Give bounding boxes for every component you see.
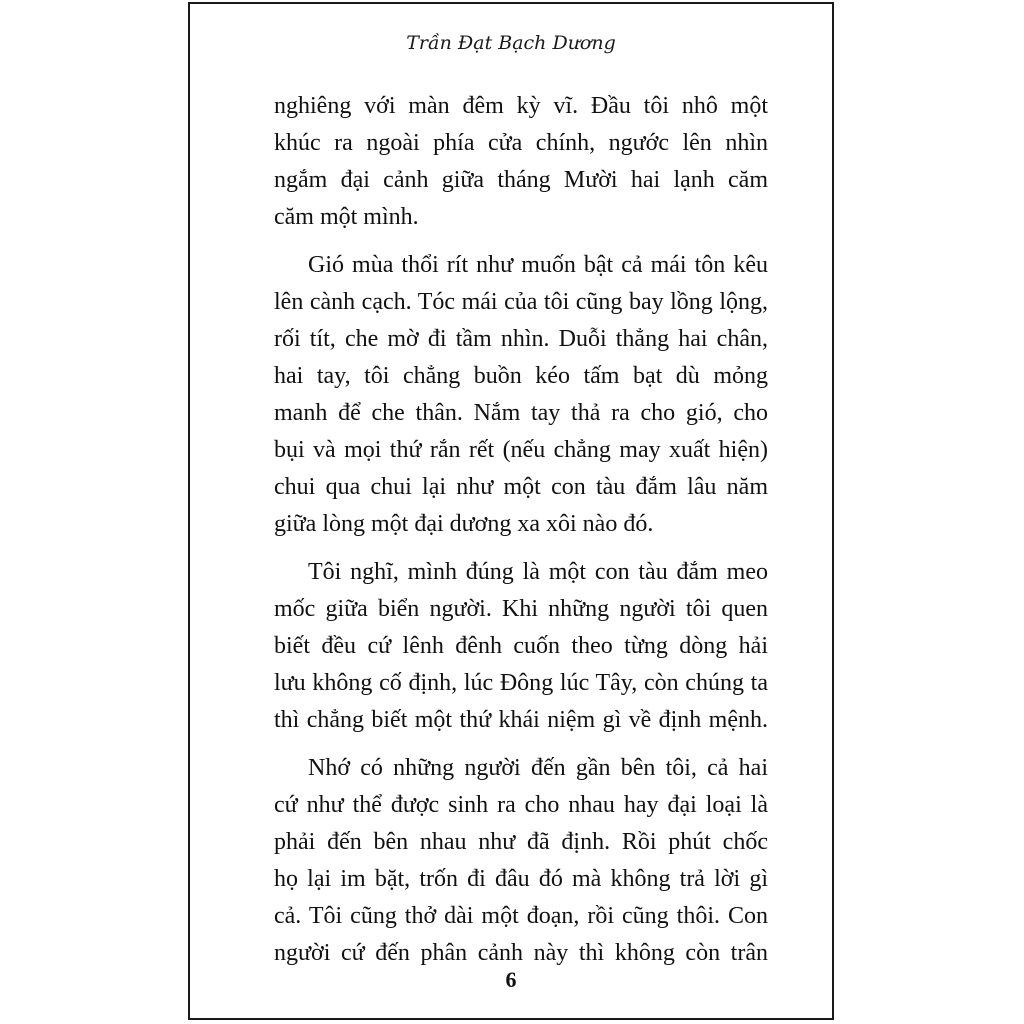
paragraph-2 xyxy=(274,247,768,543)
text-line: phải đến bên nhau như đã định. Rồi phút chốc xyxy=(274,829,768,855)
paragraph-4 xyxy=(274,750,768,972)
text-line: họ lại im bặt, trốn đi đâu đó mà không trả lời gì xyxy=(274,866,768,892)
paragraph-3 xyxy=(274,554,768,739)
text-line: cả. Tôi cũng thở dài một đoạn, rồi cũng thôi. Con xyxy=(274,903,768,929)
text-line: hai tay, tôi chẳng buồn kéo tấm bạt dù mỏng xyxy=(274,363,768,389)
text-line: nghiêng với màn đêm kỳ vĩ. Đầu tôi nhô một xyxy=(274,93,768,119)
text-line: Tôi nghĩ, mình đúng là một con tàu đắm meo xyxy=(308,559,768,585)
text-line: căm một mình. xyxy=(274,204,419,230)
text-line: cứ như thể được sinh ra cho nhau hay đại loại là xyxy=(274,792,768,818)
text-line: bụi và mọi thứ rắn rết (nếu chẳng may xuất hiện) xyxy=(274,437,768,463)
text-line: rối tít, che mờ đi tầm nhìn. Duỗi thẳng hai chân, xyxy=(274,326,768,352)
text-line: Nhớ có những người đến gần bên tôi, cả hai xyxy=(308,755,768,781)
page-number: 6 xyxy=(505,967,517,992)
text-line: mốc giữa biển người. Khi những người tôi quen xyxy=(274,596,768,622)
text-line: lưu không cố định, lúc Đông lúc Tây, còn chúng ta xyxy=(274,670,768,696)
paragraph-1 xyxy=(274,88,768,236)
text-line: manh để che thân. Nắm tay thả ra cho gió, cho xyxy=(274,400,768,426)
text-line: biết đều cứ lênh đênh cuốn theo từng dòng hải xyxy=(274,633,768,659)
running-header: Trần Đạt Bạch Dương xyxy=(406,32,616,54)
text-line: lên cành cạch. Tóc mái của tôi cũng bay lồng lộng, xyxy=(274,289,768,315)
book-page xyxy=(188,2,834,1020)
text-line: giữa lòng một đại dương xa xôi nào đó. xyxy=(274,511,654,537)
text-line: chui qua chui lại như một con tàu đắm lâu năm xyxy=(274,474,768,500)
text-line: ngắm đại cảnh giữa tháng Mười hai lạnh căm xyxy=(274,167,768,193)
text-line: Gió mùa thổi rít như muốn bật cả mái tôn kêu xyxy=(308,252,768,278)
text-line: khúc ra ngoài phía cửa chính, ngước lên nhìn xyxy=(274,130,768,156)
body-text xyxy=(274,88,768,972)
text-line: người cứ đến phân cảnh này thì không còn trân xyxy=(274,940,768,966)
text-line: thì chẳng biết một thứ khái niệm gì về định mệnh. xyxy=(274,707,768,733)
